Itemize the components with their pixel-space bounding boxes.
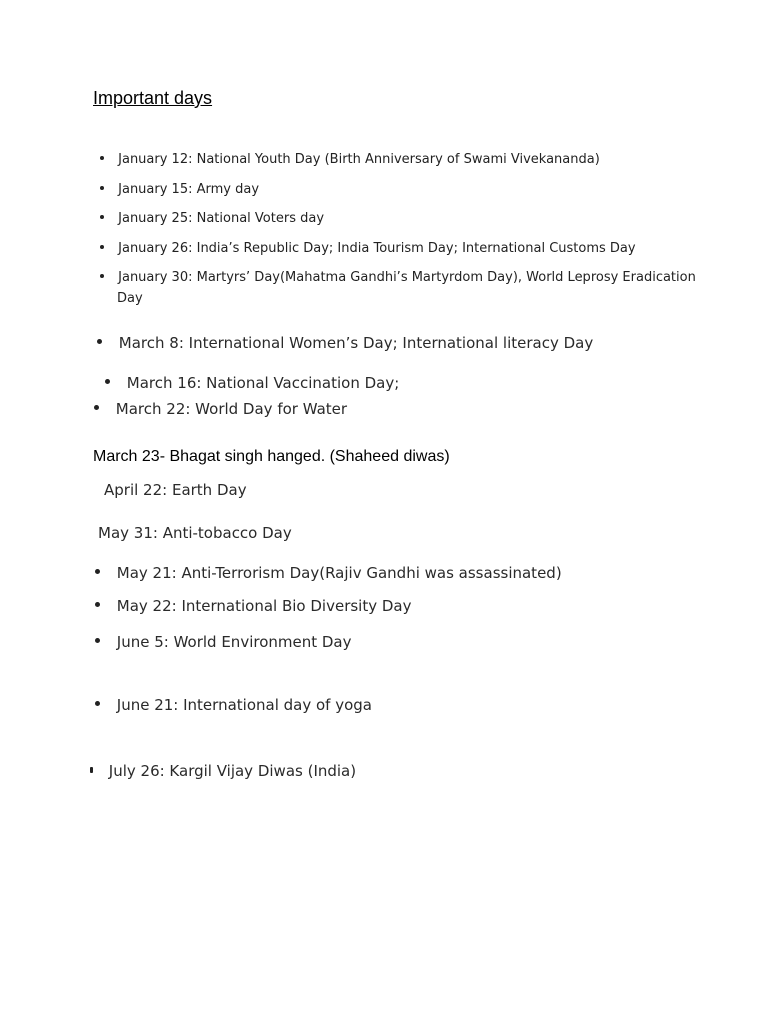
bullet-icon xyxy=(94,405,99,410)
bullet-icon xyxy=(97,339,102,344)
page-title: Important days xyxy=(93,88,213,108)
list-item xyxy=(90,764,356,779)
bullet-icon xyxy=(100,186,104,190)
list-item xyxy=(95,698,372,713)
paragraph-may31: May 31: Anti-tobacco Day xyxy=(98,524,292,542)
list-item xyxy=(100,242,636,255)
list-item-text: January 12: National Youth Day (Birth Anniversary of Swami Vivekananda) xyxy=(118,152,600,167)
list-item xyxy=(95,635,352,650)
bullet-icon xyxy=(90,767,93,773)
bullet-icon xyxy=(95,569,100,574)
list-item-text: January 15: Army day xyxy=(118,182,260,197)
list-item-text: January 30: Martyrs’ Day(Mahatma Gandhi’s Martyrdom Day), World Leprosy Eradication xyxy=(118,270,696,285)
list-item xyxy=(97,336,593,351)
list-item xyxy=(95,566,562,581)
list-item-text: January 25: National Voters day xyxy=(118,211,325,226)
list-item xyxy=(94,402,347,417)
bullet-icon xyxy=(95,638,100,643)
list-item xyxy=(105,376,399,391)
list-item-text: March 16: National Vaccination Day; xyxy=(126,374,400,392)
bullet-icon xyxy=(100,274,104,278)
list-item-text: May 22: International Bio Diversity Day xyxy=(116,597,412,615)
list-item xyxy=(95,599,412,614)
paragraph-march23: March 23- Bhagat singh hanged. (Shaheed diwas) xyxy=(93,448,450,465)
bullet-icon xyxy=(105,379,110,384)
bullet-icon xyxy=(95,602,100,607)
list-item xyxy=(100,212,324,225)
list-item-text: March 8: International Women’s Day; International literacy Day xyxy=(118,334,594,352)
list-item xyxy=(100,183,259,196)
list-item-text: May 21: Anti-Terrorism Day(Rajiv Gandhi was assassinated) xyxy=(116,564,562,582)
list-item-text: June 5: World Environment Day xyxy=(116,633,352,651)
list-item xyxy=(100,271,696,284)
bullet-icon xyxy=(95,701,100,706)
list-item-text: March 22: World Day for Water xyxy=(115,400,348,418)
list-item-text: January 26: India’s Republic Day; India Tourism Day; International Customs Day xyxy=(118,241,636,256)
paragraph-april22: April 22: Earth Day xyxy=(104,481,247,499)
list-item-text: June 21: International day of yoga xyxy=(116,696,372,714)
bullet-icon xyxy=(100,156,104,160)
list-item xyxy=(100,153,600,166)
bullet-icon xyxy=(100,245,104,249)
list-item-continuation: Day xyxy=(117,291,143,306)
bullet-icon xyxy=(100,215,104,219)
list-item-text: July 26: Kargil Vijay Diwas (India) xyxy=(108,762,357,780)
